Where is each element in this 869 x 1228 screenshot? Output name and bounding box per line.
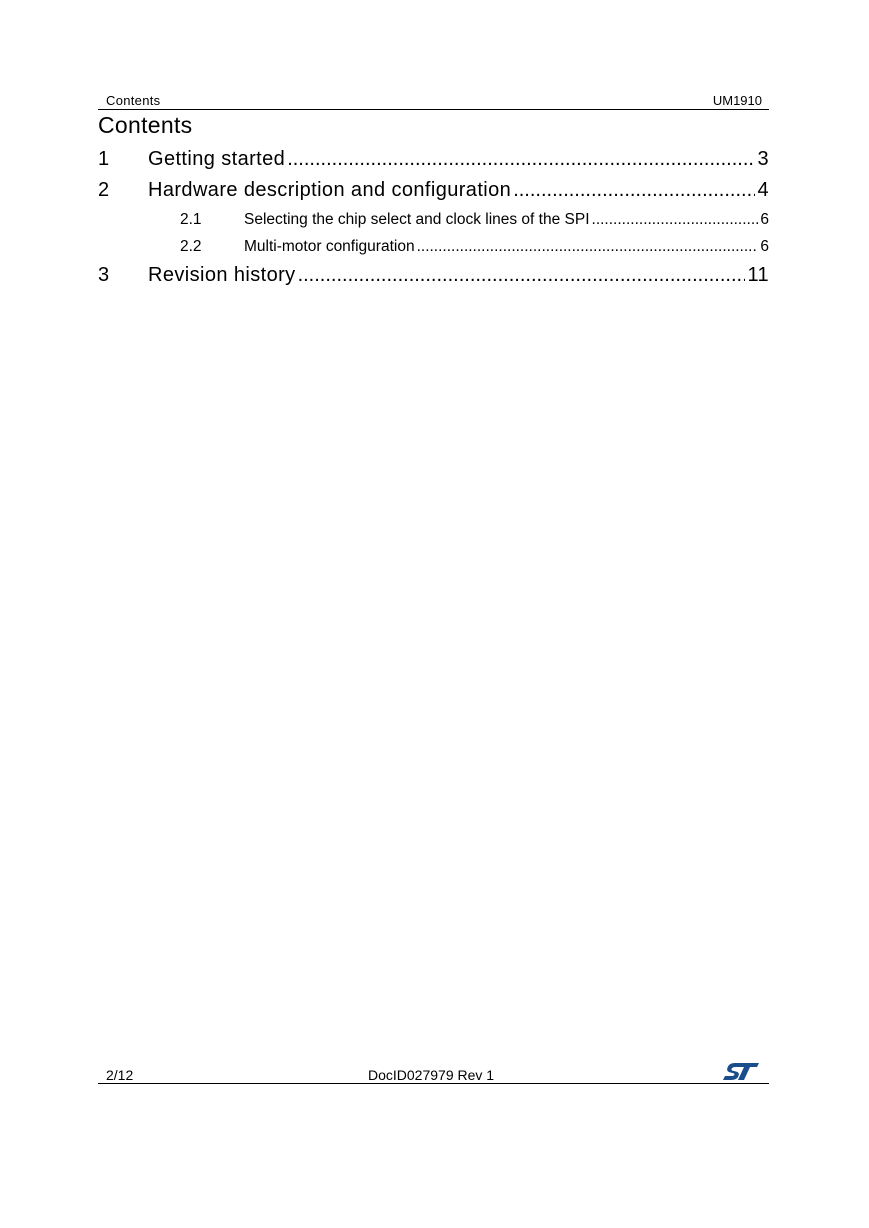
toc-entry-page: 4: [757, 179, 769, 201]
toc-entry-number: 3: [98, 264, 110, 286]
toc-dot-leader: [298, 264, 746, 287]
toc-entry-selecting-chip-select[interactable]: [98, 211, 769, 229]
toc-entry-page: 6: [760, 238, 769, 255]
toc-entry-revision-history[interactable]: [98, 264, 769, 287]
toc-entry-getting-started[interactable]: [98, 148, 769, 171]
page-header: [98, 91, 769, 110]
toc-entry-title: Getting started: [148, 148, 286, 170]
toc-dot-leader: [513, 179, 755, 202]
header-section-title: Contents: [106, 93, 161, 108]
toc-entry-number: 2.2: [180, 238, 202, 255]
toc-entry-number: 2.1: [180, 211, 202, 228]
toc-entry-title: Multi-motor configuration: [244, 238, 415, 255]
toc-entry-page: 6: [760, 211, 769, 228]
toc-entry-multi-motor[interactable]: [98, 238, 769, 256]
toc-entry-page: 11: [747, 264, 769, 286]
toc-entry-page: 3: [757, 148, 769, 170]
page-footer: [98, 1060, 769, 1084]
toc-entry-number: 2: [98, 179, 110, 201]
toc-entry-title: Selecting the chip select and clock lines of the SPI: [244, 211, 590, 228]
toc-dot-leader: [287, 148, 755, 171]
header-doc-code: UM1910: [712, 93, 762, 108]
footer-page-number: 2/12: [106, 1067, 134, 1083]
toc-entry-title: Hardware description and configuration: [148, 179, 512, 201]
toc-dot-leader: [592, 211, 759, 229]
footer-doc-id: DocID027979 Rev 1: [368, 1067, 495, 1083]
toc-entry-title: Revision history: [148, 264, 296, 286]
toc-entry-number: 1: [98, 148, 110, 170]
toc-dot-leader: [417, 238, 759, 256]
toc-heading: Contents: [98, 112, 193, 138]
toc-entry-hardware-description[interactable]: [98, 179, 769, 202]
st-logo-icon: [721, 1060, 763, 1082]
